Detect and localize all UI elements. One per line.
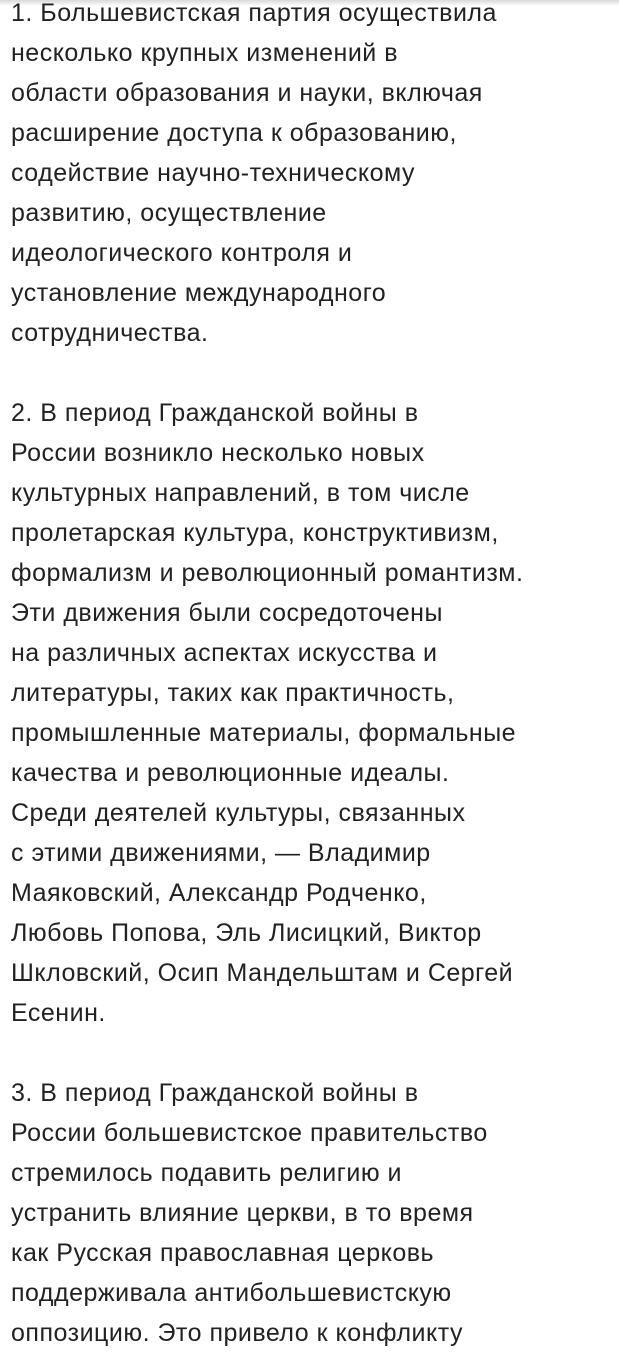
text-line: Есенин.: [11, 999, 106, 1027]
text-line: качества и революционные идеалы.: [11, 759, 450, 787]
paragraph-2: [11, 393, 615, 1033]
text-line: Маяковский, Александр Родченко,: [11, 879, 427, 907]
answer-text: [11, 0, 615, 1353]
text-line: Любовь Попова, Эль Лисицкий, Виктор: [11, 919, 482, 947]
text-line: установление международного: [11, 279, 387, 307]
text-line: устранить влияние церкви, в то время: [11, 1199, 474, 1227]
paragraph-gap: [11, 1033, 615, 1073]
text-line: поддерживала антибольшевистскую: [11, 1279, 452, 1307]
text-line: промышленные материалы, формальные: [11, 719, 517, 747]
text-line: России большевистское правительство: [11, 1119, 488, 1147]
text-line: области образования и науки, включая: [11, 79, 483, 107]
text-line: на различных аспектах искусства и: [11, 639, 438, 667]
text-line: стремилось подавить религию и: [11, 1159, 402, 1187]
paragraph-gap: [11, 353, 615, 393]
paragraph-3: [11, 1073, 615, 1353]
text-line: расширение доступа к образованию,: [11, 119, 457, 147]
text-line: Среди деятелей культуры, связанных: [11, 799, 466, 827]
paragraph-1: [11, 0, 615, 353]
text-line: как Русская православная церковь: [11, 1239, 435, 1267]
text-line: идеологического контроля и: [11, 239, 353, 267]
text-line: 2. В период Гражданской войны в: [11, 399, 419, 427]
text-line: сотрудничества.: [11, 319, 209, 347]
text-line: 1. Большевистская партия осуществила: [11, 0, 497, 27]
text-line: России возникло несколько новых: [11, 439, 425, 467]
text-line: содействие научно-техническому: [11, 159, 415, 187]
text-line: несколько крупных изменений в: [11, 39, 398, 67]
text-line: культурных направлений, в том числе: [11, 479, 470, 507]
text-line: 3. В период Гражданской войны в: [11, 1079, 419, 1107]
text-line: развитию, осуществление: [11, 199, 327, 227]
text-line: формализм и революционный романтизм.: [11, 559, 524, 587]
text-line: Шкловский, Осип Мандельштам и Сергей: [11, 959, 514, 987]
text-line: литературы, таких как практичность,: [11, 679, 455, 707]
text-line: пролетарская культура, конструктивизм,: [11, 519, 499, 547]
text-line: Эти движения были сосредоточены: [11, 599, 443, 627]
text-line: с этими движениями, — Владимир: [11, 839, 431, 867]
text-line: оппозицию. Это привело к конфликту: [11, 1319, 463, 1347]
